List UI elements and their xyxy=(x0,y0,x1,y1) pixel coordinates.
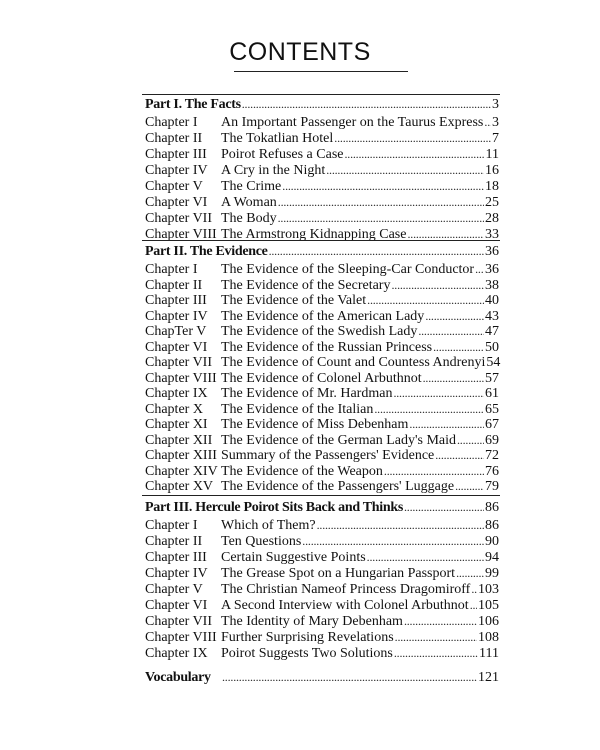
toc-entry[interactable] xyxy=(145,416,499,432)
dot-leader xyxy=(403,613,477,630)
dot-leader xyxy=(268,243,484,260)
dot-leader xyxy=(456,432,484,449)
toc-entry[interactable] xyxy=(145,478,499,494)
chapter-title: The Evidence of the American Lady xyxy=(221,308,425,324)
chapter-title: A Second Interview with Colonel Arbuthnot xyxy=(221,598,469,613)
toc-entry[interactable] xyxy=(145,565,499,581)
chapter-title: The Grease Spot on a Hungarian Passport xyxy=(221,566,456,581)
dot-leader xyxy=(454,478,484,495)
chapter-title: Further Surprising Revelations xyxy=(221,630,394,645)
page-number: 108 xyxy=(478,630,499,645)
page-number: 67 xyxy=(485,417,499,432)
dot-leader xyxy=(417,323,484,340)
chapter-label: Chapter IX xyxy=(145,646,208,661)
toc-entry[interactable] xyxy=(145,194,499,210)
page-number: 61 xyxy=(485,386,499,401)
page-number: 3 xyxy=(492,114,499,130)
chapter-title: The Evidence of the Italian xyxy=(221,401,374,417)
page-number: 38 xyxy=(485,277,499,293)
page-number: 111 xyxy=(479,646,499,661)
dot-leader xyxy=(366,292,484,309)
page-number: 43 xyxy=(485,308,499,324)
toc-entry[interactable] xyxy=(145,178,499,194)
dot-leader xyxy=(455,565,484,582)
dot-leader xyxy=(394,629,477,646)
chapter-label: Chapter I xyxy=(145,262,198,277)
page-number: 99 xyxy=(485,566,499,581)
chapter-title: The Tokatlian Hotel xyxy=(221,130,334,146)
section-divider xyxy=(142,495,500,496)
chapter-label: Chapter XIII xyxy=(145,448,217,463)
dot-leader xyxy=(325,162,484,179)
dot-leader xyxy=(366,549,484,566)
dot-leader xyxy=(383,463,484,480)
chapter-title: The Evidence of the Sleeping-Car Conductor xyxy=(221,262,475,277)
chapter-title: The Crime xyxy=(221,178,282,194)
dot-leader xyxy=(316,517,484,534)
toc-entry[interactable] xyxy=(145,370,499,386)
chapter-title: Poirot Suggests Two Solutions xyxy=(221,646,393,661)
dot-leader xyxy=(434,447,484,464)
chapter-label: Chapter VIII xyxy=(145,370,217,386)
chapter-label: Chapter VIII xyxy=(145,226,217,242)
dot-leader xyxy=(390,277,484,294)
toc-entry[interactable] xyxy=(145,130,499,146)
chapter-title: An Important Passenger on the Taurus Express xyxy=(221,114,484,130)
chapter-title: Ten Questions xyxy=(221,534,302,549)
chapter-title: A Woman xyxy=(221,194,277,210)
dot-leader xyxy=(373,401,484,418)
page-number: 57 xyxy=(485,370,499,386)
toc-entry[interactable] xyxy=(145,323,499,339)
toc-entry[interactable] xyxy=(145,210,499,226)
chapter-label: Chapter II xyxy=(145,130,203,146)
chapter-label: ChapTer V xyxy=(145,324,207,339)
part-title: Part II. The Evidence xyxy=(145,244,268,259)
page-number: 28 xyxy=(485,210,499,226)
dot-leader xyxy=(277,210,484,227)
part-1-entry[interactable] xyxy=(145,96,499,112)
page-title: CONTENTS xyxy=(229,38,371,66)
section-divider xyxy=(142,94,500,95)
toc-entry[interactable] xyxy=(145,162,499,178)
chapter-title: The Armstrong Kidnapping Case xyxy=(221,226,407,242)
toc-entry[interactable] xyxy=(145,581,499,597)
toc-entry[interactable] xyxy=(145,114,499,130)
chapter-title: Certain Suggestive Points xyxy=(221,550,366,565)
page-number: 47 xyxy=(485,324,499,339)
chapter-title: A Cry in the Night xyxy=(221,162,326,178)
chapter-title: The Evidence of the German Lady's Maid xyxy=(221,432,456,448)
page-number: 7 xyxy=(492,130,499,146)
page-number: 69 xyxy=(485,432,499,448)
chapter-title: The Evidence of the Russian Princess xyxy=(221,339,433,355)
toc-entry[interactable] xyxy=(145,613,499,629)
chapter-label: Chapter IX xyxy=(145,386,208,401)
page-number: 90 xyxy=(485,534,499,549)
dot-leader xyxy=(403,499,484,516)
page-number: 76 xyxy=(485,463,499,479)
page-number: 103 xyxy=(478,582,499,597)
dot-leader xyxy=(277,194,484,211)
dot-leader xyxy=(221,669,477,686)
chapter-label: Chapter VII xyxy=(145,210,212,226)
part-title: Part I. The Facts xyxy=(145,97,241,112)
chapter-label: Chapter I xyxy=(145,114,198,130)
page-number: 106 xyxy=(478,614,499,629)
dot-leader xyxy=(392,385,484,402)
chapter-title: The Evidence of the Passengers' Luggage xyxy=(221,479,455,494)
page-number: 25 xyxy=(485,194,499,210)
page-number: 65 xyxy=(485,401,499,417)
page-number: 18 xyxy=(485,178,499,194)
dot-leader xyxy=(281,178,484,195)
dot-leader xyxy=(343,146,484,163)
dot-leader xyxy=(301,533,484,550)
toc-entry[interactable] xyxy=(145,597,499,613)
chapter-title: The Evidence of Miss Debenham xyxy=(221,417,409,432)
chapter-title: The Identity of Mary Debenham xyxy=(221,614,403,629)
toc-entry[interactable] xyxy=(145,261,499,277)
dot-leader xyxy=(422,370,484,387)
chapter-label: Chapter III xyxy=(145,146,207,162)
page-number: 105 xyxy=(478,598,499,613)
chapter-title: The Evidence of Count and Countess Andrenyi xyxy=(221,355,486,370)
dot-leader xyxy=(432,339,484,356)
page-number: 40 xyxy=(485,293,499,308)
chapter-label: Chapter X xyxy=(145,401,203,417)
chapter-title: Which of Them? xyxy=(221,518,316,533)
dot-leader xyxy=(408,416,484,433)
page-number: 121 xyxy=(478,670,499,685)
toc-entry[interactable] xyxy=(145,339,499,355)
chapter-label: Chapter V xyxy=(145,582,203,597)
chapter-title: The Evidence of Mr. Hardman xyxy=(221,386,393,401)
dot-leader xyxy=(474,261,484,278)
dot-leader xyxy=(470,581,477,598)
toc-entry[interactable] xyxy=(145,645,499,661)
title-underline xyxy=(234,71,408,72)
page-number: 79 xyxy=(485,479,499,494)
toc-entry[interactable] xyxy=(145,463,499,479)
dot-leader xyxy=(483,114,491,131)
toc-entry[interactable] xyxy=(145,432,499,448)
chapter-label: Chapter XII xyxy=(145,432,213,448)
chapter-label: Chapter II xyxy=(145,277,203,293)
toc-entry[interactable] xyxy=(145,277,499,293)
chapter-title: The Evidence of the Valet xyxy=(221,293,367,308)
page-number: 94 xyxy=(485,550,499,565)
chapter-title: The Christian Nameof Princess Dragomiroff xyxy=(221,582,471,597)
page-number: 33 xyxy=(485,226,499,242)
chapter-label: Chapter XV xyxy=(145,479,214,494)
toc-entry[interactable] xyxy=(145,549,499,565)
chapter-label: Chapter XI xyxy=(145,417,208,432)
chapter-label: Chapter XIV xyxy=(145,463,218,479)
toc-entry[interactable] xyxy=(145,146,499,162)
vocabulary-title: Vocabulary xyxy=(145,670,211,685)
toc-entry[interactable] xyxy=(145,401,499,417)
chapter-label: Chapter I xyxy=(145,518,198,533)
chapter-label: Chapter IV xyxy=(145,162,208,178)
part-3-entry[interactable] xyxy=(145,499,499,515)
page-number: 54 xyxy=(486,355,501,370)
chapter-label: Chapter III xyxy=(145,293,207,308)
chapter-title: The Evidence of Colonel Arbuthnot xyxy=(221,370,422,386)
chapter-title: The Body xyxy=(221,210,277,226)
toc-entry[interactable] xyxy=(145,533,499,549)
part-title: Part III. Hercule Poirot Sits Back and Thinks xyxy=(145,500,403,515)
toc-entry[interactable] xyxy=(145,517,499,533)
toc-entry[interactable] xyxy=(145,308,499,324)
toc-entry[interactable] xyxy=(145,385,499,401)
chapter-title: Poirot Refuses a Case xyxy=(221,146,344,162)
dot-leader xyxy=(424,308,484,325)
page-number: 72 xyxy=(485,448,499,463)
chapter-label: Chapter VII xyxy=(145,355,212,370)
vocabulary-entry[interactable] xyxy=(145,669,499,685)
chapter-label: Chapter VI xyxy=(145,598,208,613)
chapter-label: Chapter VI xyxy=(145,339,208,355)
toc-entry[interactable] xyxy=(145,292,499,308)
section-divider xyxy=(142,240,500,241)
chapter-title: The Evidence of the Swedish Lady xyxy=(221,324,418,339)
page-number: 36 xyxy=(485,262,499,277)
page-number: 36 xyxy=(485,244,499,259)
chapter-title: The Evidence of the Secretary xyxy=(221,277,391,293)
chapter-label: Chapter V xyxy=(145,178,203,194)
chapter-label: Chapter II xyxy=(145,534,203,549)
page-number: 16 xyxy=(485,162,499,178)
page-number: 86 xyxy=(485,500,499,515)
dot-leader xyxy=(469,597,477,614)
dot-leader xyxy=(333,130,491,147)
part-2-entry[interactable] xyxy=(145,243,499,259)
chapter-label: Chapter IV xyxy=(145,566,208,581)
dot-leader xyxy=(241,96,491,113)
chapter-title: Summary of the Passengers' Evidence xyxy=(221,448,435,463)
toc-entry[interactable] xyxy=(145,629,499,645)
chapter-label: Chapter VII xyxy=(145,614,212,629)
chapter-label: Chapter III xyxy=(145,550,207,565)
page-number: 50 xyxy=(485,339,499,355)
page-number: 11 xyxy=(485,146,499,162)
page-number: 86 xyxy=(485,518,499,533)
page-number: 3 xyxy=(492,97,499,112)
chapter-label: Chapter VI xyxy=(145,194,208,210)
toc-entry[interactable] xyxy=(145,354,499,370)
toc-entry[interactable] xyxy=(145,447,499,463)
dot-leader xyxy=(393,645,478,662)
chapter-label: Chapter VIII xyxy=(145,630,217,645)
chapter-title: The Evidence of the Weapon xyxy=(221,463,383,479)
chapter-label: Chapter IV xyxy=(145,308,208,324)
